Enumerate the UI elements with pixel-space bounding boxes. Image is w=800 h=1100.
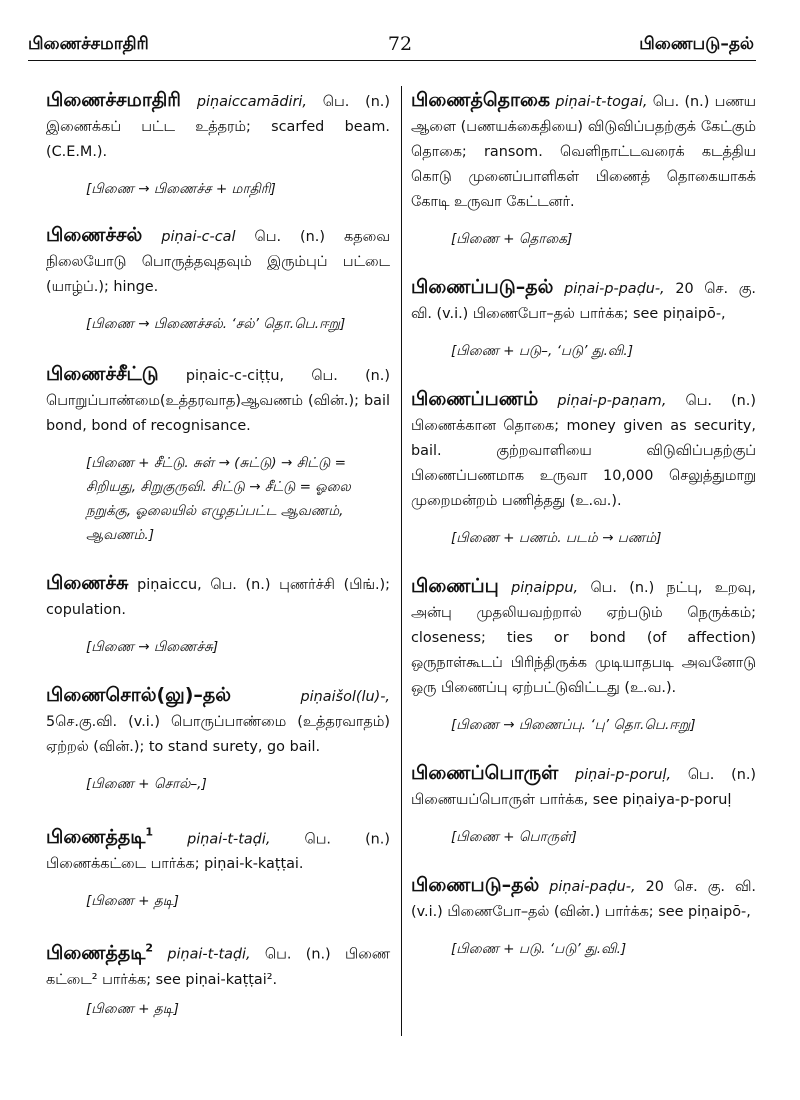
transliteration: piṇaiccamādiri, (196, 94, 307, 110)
etymology: [பிணை + பொருள்] (451, 829, 577, 845)
column-divider (401, 86, 402, 1036)
definition: பெ. (n.) கதவை நிலையோடு பொருத்தவுதவும் இரும்புப் பட்டை (யாழ்ப்.); hinge. (46, 229, 391, 295)
etymology: [பிணை → பிணைச்சல். ‘சல்’ தொ.பெ.ஈறு] (86, 316, 346, 332)
headword: பிணைச்சீட்டு (46, 363, 159, 385)
headword: பிணைச்சு (46, 572, 129, 594)
etymology: [பிணை + படு–, ‘படு’ து.வி.] (451, 343, 633, 359)
definition: 5செ.கு.வி. (v.i.) பொருப்பாண்மை (உத்தரவாதம்) ஏற்றல் (வின்.); to stand surety, go bail. (46, 714, 390, 755)
right-column (411, 88, 756, 961)
transliteration: piṇai-p-paṇam, (557, 393, 667, 409)
headword: பிணைப்பு (411, 575, 499, 597)
dictionary-entry (46, 362, 390, 547)
definition: பெ. (n.) நட்பு, உறவு, அன்பு முதலியவற்றால் ஏற்படும் நெருக்கம்; closeness; ties or bond (of affection) ஒருநாள்கூடப் பிரிந்திருக்க முடியாதபடி அவனோடு ஒரு பிணைப்பு ஏற்பட்டுவிட்டது (உ.வ.). (411, 580, 756, 696)
dictionary-entry (46, 88, 390, 201)
etymology: [பிணை + பணம். படம் → பணம்] (451, 530, 662, 546)
dictionary-entry (411, 574, 756, 737)
definition: 20 செ. கு. வி. (v.i.) பிணைபோ–தல் பார்க்க; see piṇaipō-, (411, 281, 757, 322)
dictionary-entry (411, 873, 756, 961)
etymology: [பிணை + சீட்டு. சுள் → (சுட்டு) → சிட்டு = சிறியது, சிறுகுருவி. சிட்டு → சீட்டு = ஓலை நறுக்கு, ஓலையில் எழுதப்பட்ட ஆவணம், ஆவணம்.] (86, 455, 351, 543)
definition: பெ. (n.) இணைக்கப் பட்ட உத்தரம்; scarfed beam. (C.E.M.). (46, 94, 390, 160)
etymology: [பிணை + சொல்–,] (86, 776, 207, 792)
headword: பிணைபடு–தல் (411, 874, 540, 896)
etymology: [பிணை + தொகை] (451, 231, 573, 247)
dictionary-entry (411, 387, 756, 550)
running-head-left: பிணைச்சமாதிரி (28, 34, 149, 54)
dictionary-entry (411, 275, 756, 363)
etymology: [பிணை → பிணைச்சு] (86, 639, 219, 655)
transliteration: piṇai-p-paḍu-, (564, 281, 665, 297)
transliteration: piṇai-t-togai, (555, 94, 648, 110)
left-column (46, 88, 390, 1021)
dictionary-entry (46, 820, 390, 913)
transliteration: piṇai-t-taḍi, (187, 831, 271, 848)
dictionary-entry (411, 761, 756, 849)
dictionary-entry (46, 223, 390, 336)
definition: பெ. (n.) பிணையப்பொருள் பார்க்க, see piṇaiya-p-poruḷ (411, 767, 757, 808)
dictionary-entry (411, 88, 756, 251)
transliteration: piṇaippu, (511, 580, 579, 596)
definition: piṇaic-c-ciṭṭu, பெ. (n.) பொறுப்பாண்மை(உத்தரவாத)ஆவணம் (வின்.); bail bond, bond of recognisance. (46, 368, 390, 434)
headword: பிணைச்சல் (46, 224, 143, 246)
headword: பிணைத்தடி$^2$ (46, 941, 154, 964)
homograph-number: 1 (145, 826, 154, 839)
headword: பிணைச்சமாதிரி (46, 89, 181, 111)
transliteration: piṇai-p-poruḷ, (574, 767, 672, 783)
definition: பெ. (n.) பிணைக்கட்டை பார்க்க; piṇai-k-kaṭṭai. (46, 831, 390, 873)
definition: 20 செ. கு. வி. (v.i.) பிணைபோ–தல் (வின்.) பார்க்க; see piṇaipō-, (411, 879, 756, 920)
headword: பிணைசொல்(லு)–தல் (46, 684, 232, 706)
transliteration: piṇai-c-cal (161, 229, 236, 245)
headword: பிணைப்படு–தல் (411, 276, 554, 298)
dictionary-entry (46, 571, 390, 659)
etymology: [பிணை → பிணைப்பு. ‘பு’ தொ.பெ.ஈறு] (451, 717, 696, 733)
definition: பெ. (n.) பிணைக்கான தொகை; money given as security, bail. குற்றவாளியை விடுவிப்பதற்குப் பிணைப்பணமாக உருவா 10,000 செலுத்துமாறு முறைமன்றம் பணித்தது (உ.வ.). (411, 393, 756, 509)
definition: பெ. (n.) பணய ஆளை (பணயக்கைதியை) விடுவிப்பதற்குக் கேட்கும் தொகை; ransom. வெளிநாட்டவரைக் கடத்திய கொடு முனைப்பாளிகள் பிணைத் தொகையாகக் கோடி உருவா கேட்டனர். (411, 94, 756, 210)
etymology: [பிணை + தடி] (86, 1000, 179, 1017)
headword: பிணைத்தடி$^1$ (46, 826, 154, 849)
page-number: 72 (387, 33, 413, 55)
definition: piṇaiccu, பெ. (n.) புணர்ச்சி (பிங்.); copulation. (46, 577, 390, 618)
header-rule (28, 60, 756, 61)
etymology: [பிணை → பிணைச்ச + மாதிரி] (86, 181, 276, 197)
dictionary-entry (46, 935, 390, 1020)
running-head-right: பிணைபடு–தல் (639, 34, 754, 54)
transliteration: piṇai-t-taḍi, (167, 946, 251, 963)
definition: பெ. (n.) பிணை கட்டை² பார்க்க; see piṇai-kaṭṭai². (46, 946, 391, 988)
transliteration: piṇaišol(lu)-, (300, 689, 390, 705)
transliteration: piṇai-paḍu-, (549, 879, 636, 895)
homograph-number: 2 (145, 941, 154, 955)
headword: பிணைப்பொருள் (411, 762, 559, 784)
headword: பிணைப்பணம் (411, 388, 539, 410)
etymology: [பிணை + படு. ‘படு’ து.வி.] (451, 941, 627, 957)
headword: பிணைத்தொகை (411, 89, 551, 111)
dictionary-entry (46, 683, 390, 796)
etymology: [பிணை + தடி] (86, 893, 179, 910)
